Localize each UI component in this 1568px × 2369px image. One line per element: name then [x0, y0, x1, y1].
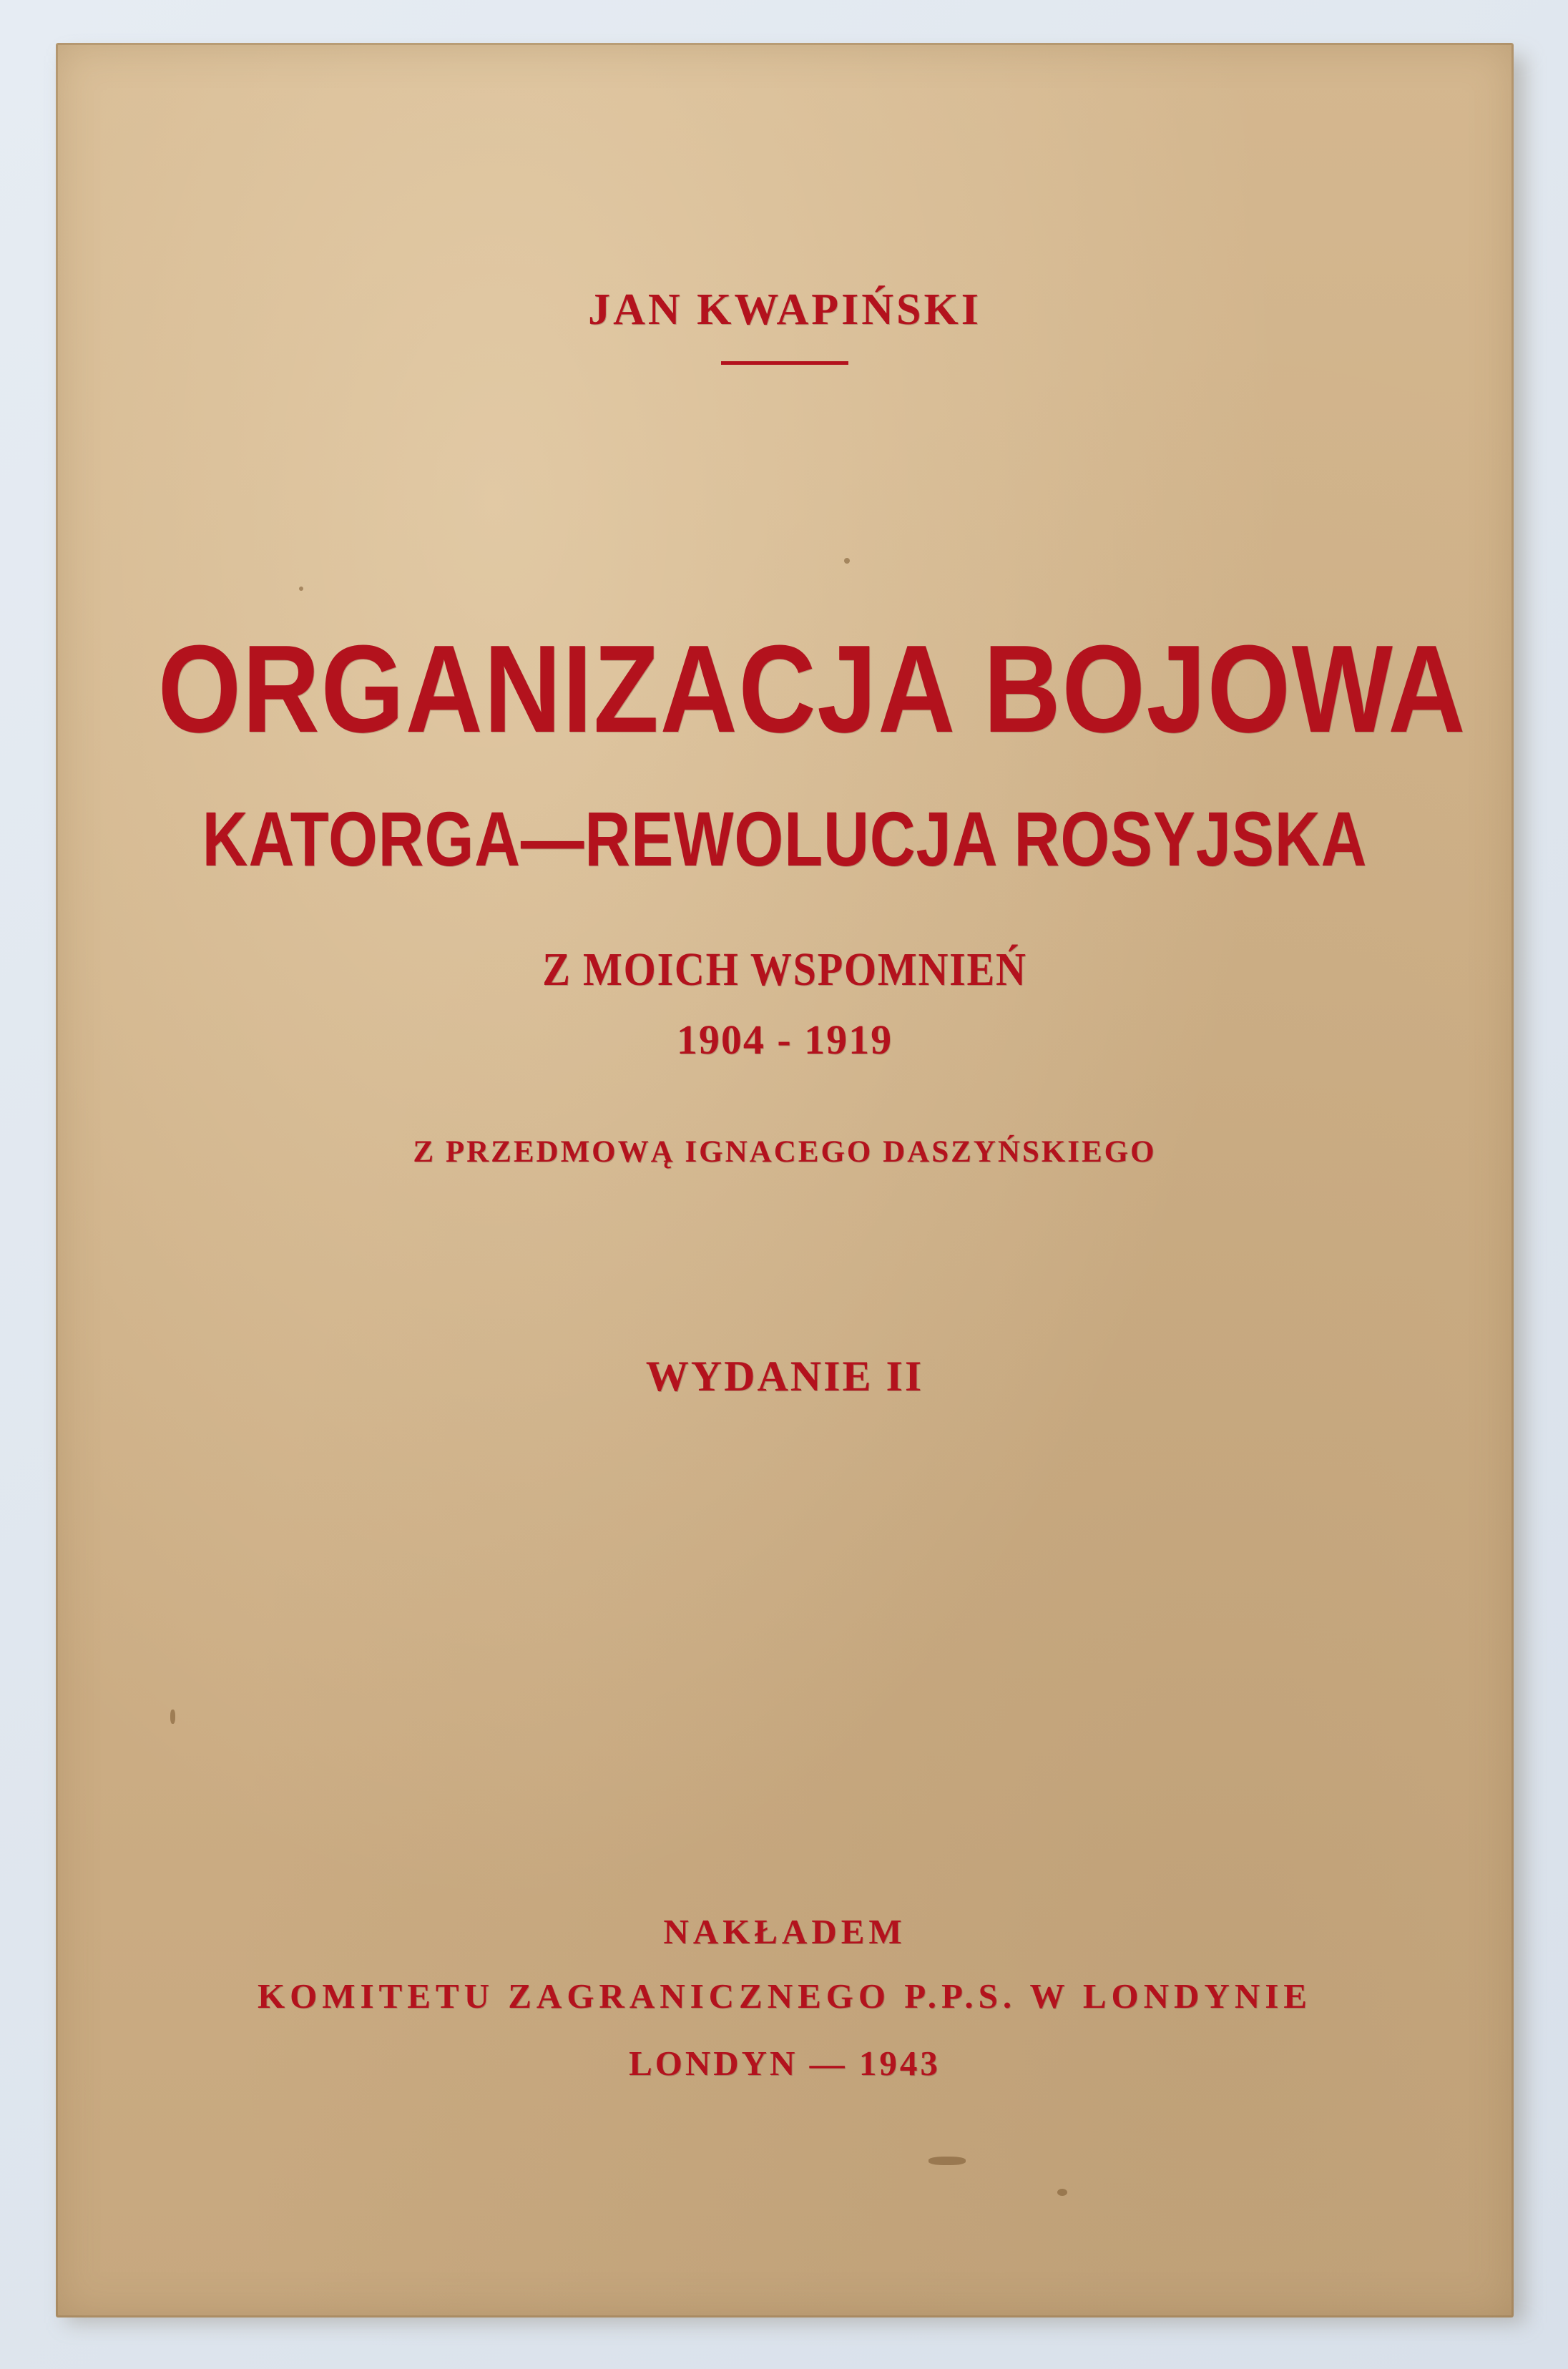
- book-subtitle: KATORGA—REWOLUCJA ROSYJSKA: [202, 795, 1368, 882]
- publisher-intro: NAKŁADEM: [663, 1912, 906, 1951]
- author-divider: [721, 361, 848, 365]
- book-title: ORGANIZACJA BOJOWA: [157, 619, 1467, 758]
- paper-speck: [1057, 2189, 1067, 2196]
- author-name: JAN KWAPIŃSKI: [588, 285, 981, 334]
- edition-label: WYDANIE II: [645, 1353, 924, 1400]
- book-cover: [56, 43, 1514, 2318]
- paper-stain: [928, 2157, 966, 2165]
- memoir-line: Z MOICH WSPOMNIEŃ: [542, 943, 1027, 996]
- publication-place-year: LONDYN — 1943: [629, 2044, 941, 2083]
- preface-credit: Z PRZEDMOWĄ IGNACEGO DASZYŃSKIEGO: [413, 1135, 1157, 1169]
- paper-speck: [299, 587, 303, 591]
- publisher-name: KOMITETU ZAGRANICZNEGO P.P.S. W LONDYNIE: [258, 1976, 1312, 2016]
- years-range: 1904 - 1919: [676, 1016, 893, 1063]
- paper-speck: [170, 1710, 175, 1724]
- paper-speck: [844, 558, 850, 564]
